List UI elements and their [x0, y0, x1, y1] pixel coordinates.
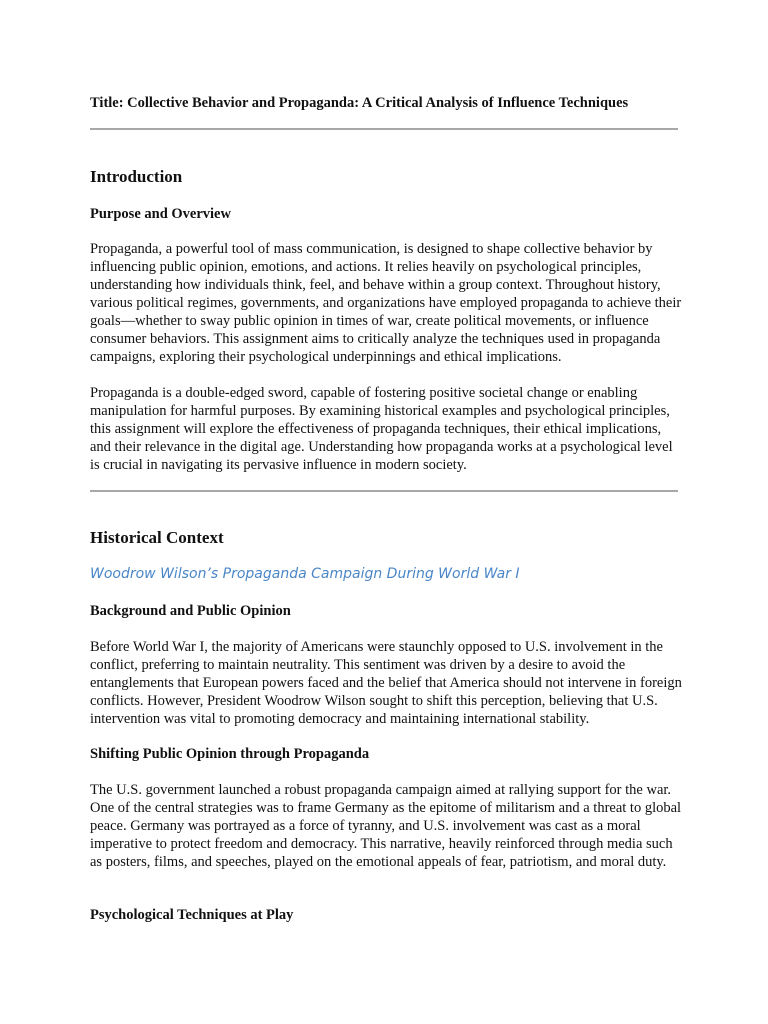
wilson-campaign-heading: Woodrow Wilson’s Propaganda Campaign During World War I [90, 566, 520, 582]
horizontal-rule [90, 128, 678, 130]
document-title: Title: Collective Behavior and Propaganda: A Critical Analysis of Influence Techniques [90, 95, 629, 111]
shifting-paragraph: The U.S. government launched a robust propaganda campaign aimed at rallying support for the war. One of the central strategies was to frame Germany as the epitome of militarism and a threat to global peace. Germany was portrayed as a force of tyranny, and U.S. involvement was cast as a moral imperative to protect freedom and democracy. This narrative, heavily reinforced through media such as posters, films, and speeches, played on the emotional appeals of fear, patriotism, and moral duty. [90, 782, 682, 870]
introduction-heading: Introduction [90, 167, 183, 186]
background-paragraph: Before World War I, the majority of Americans were staunchly opposed to U.S. involvement in the conflict, preferring to maintain neutrality. This sentiment was driven by a desire to avoid the entanglements that European powers faced and the belief that America should not intervene in foreign conflicts. However, President Woodrow Wilson sought to shift this perception, believing that U.S. intervention was vital to promoting democracy and maintaining international stability. [90, 639, 682, 727]
background-public-opinion-heading: Background and Public Opinion [90, 603, 291, 619]
purpose-overview-heading: Purpose and Overview [90, 206, 231, 222]
introduction-paragraph-2: Propaganda is a double-edged sword, capable of fostering positive societal change or enabling manipulation for harmful purposes. By examining historical examples and psychological principles, this assignment will explore the effectiveness of propaganda techniques, their ethical implications, and their relevance in the digital age. Understanding how propaganda works at a psychological level is crucial in navigating its pervasive influence in modern society. [90, 385, 673, 473]
horizontal-rule [90, 490, 678, 492]
introduction-paragraph-1: Propaganda, a powerful tool of mass communication, is designed to shape collective behavior by influencing public opinion, emotions, and actions. It relies heavily on psychological principles, understanding how individuals think, feel, and behave within a group context. Throughout history, various political regimes, governments, and organizations have employed propaganda to achieve their goals—whether to sway public opinion in times of war, create political movements, or influence consumer behaviors. This assignment aims to critically analyze the techniques used in propaganda campaigns, exploring their psychological underpinnings and ethical implications. [90, 241, 682, 365]
psychological-techniques-heading: Psychological Techniques at Play [90, 907, 294, 923]
historical-context-heading: Historical Context [90, 528, 224, 547]
shifting-public-opinion-heading: Shifting Public Opinion through Propaganda [90, 746, 370, 762]
